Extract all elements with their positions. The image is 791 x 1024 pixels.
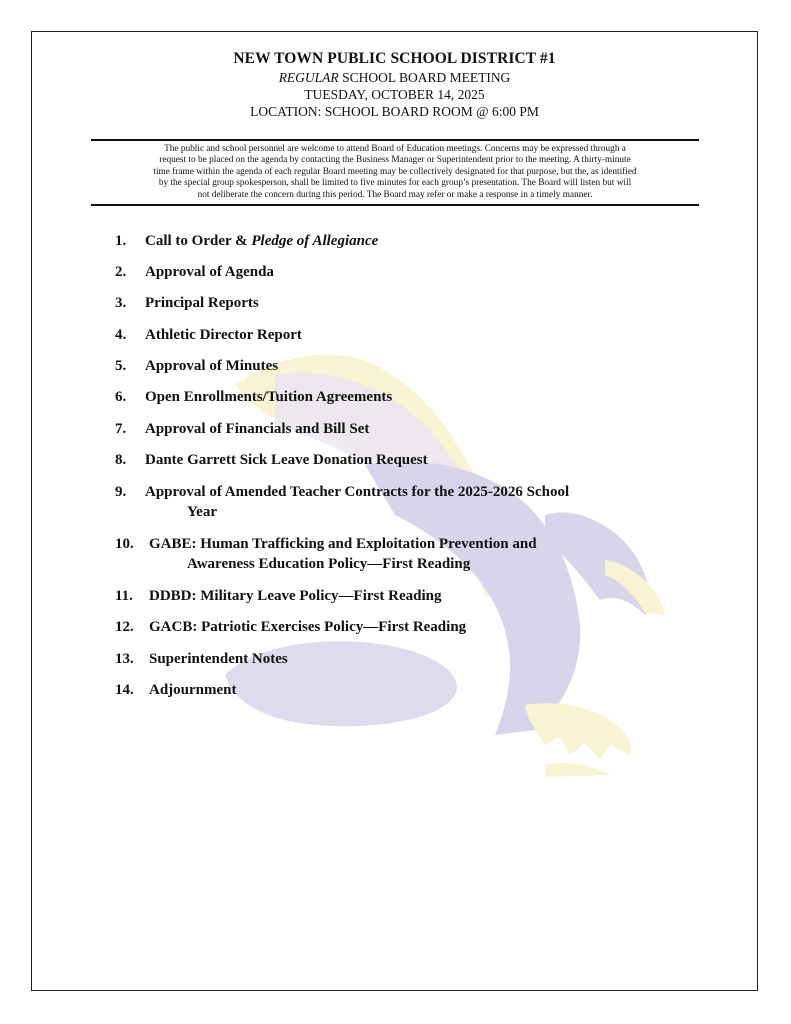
agenda-item [115, 482, 675, 522]
agenda-item [115, 419, 675, 439]
agenda-item [115, 586, 675, 606]
agenda-item-text: GABE: Human Trafficking and Exploitation Prevention and [149, 536, 537, 552]
agenda-item-text: Call to Order & [145, 233, 252, 249]
document-header [31, 49, 758, 120]
agenda-item-text: Superintendent Notes [149, 651, 288, 667]
agenda-item [115, 231, 675, 251]
agenda-item-number: 7. [115, 421, 127, 437]
agenda-item [115, 680, 675, 700]
notice-line: The public and school personnel are welcome to attend Board of Education meetings. Concerns may be expressed through a [164, 144, 626, 154]
agenda-item-text: GACB: Patriotic Exercises Policy—First Reading [149, 619, 467, 635]
agenda-item [115, 617, 675, 637]
agenda-item-number: 3. [115, 295, 127, 311]
meeting-date: TUESDAY, OCTOBER 14, 2025 [304, 87, 485, 102]
agenda-item-text: Approval of Agenda [145, 264, 274, 280]
agenda-item [115, 325, 675, 345]
agenda-item-continuation: Year [187, 504, 217, 520]
agenda-item-text: Approval of Financials and Bill Set [145, 421, 370, 437]
agenda-item-text: Principal Reports [145, 295, 259, 311]
agenda-item-text: Approval of Minutes [145, 358, 279, 374]
agenda-item-number: 2. [115, 264, 127, 280]
agenda-item-text: Open Enrollments/Tuition Agreements [145, 389, 393, 405]
notice-line: time frame within the agenda of each regular Board meeting may be collectively designated for that purpose, but the, as identified [153, 166, 637, 177]
agenda-item [115, 293, 675, 313]
meeting-type [31, 69, 758, 86]
agenda-item-text: Approval of Amended Teacher Contracts for the 2025-2026 School [145, 484, 570, 500]
agenda-item-number: 1. [115, 233, 127, 249]
agenda-item-text: Adjournment [149, 682, 237, 698]
agenda-item-number: 9. [115, 484, 127, 500]
meeting-type-rest: SCHOOL BOARD MEETING [338, 70, 511, 85]
agenda-item-text: Dante Garrett Sick Leave Donation Request [145, 452, 428, 468]
meeting-type-italic: REGULAR [278, 70, 339, 85]
agenda-item [115, 450, 675, 470]
notice-line: not deliberate the concern during this period. The Board may refer or make a response in a timely manner. [197, 189, 593, 200]
agenda-item-italic-text: Pledge of Allegiance [251, 233, 379, 249]
agenda-item-number: 14. [115, 682, 134, 698]
agenda-item-number: 12. [115, 619, 134, 635]
eagle-talons-shape [525, 703, 631, 777]
agenda-item-number: 4. [115, 327, 127, 343]
agenda-item-number: 11. [115, 588, 133, 604]
agenda-item-number: 5. [115, 358, 127, 374]
district-title: NEW TOWN PUBLIC SCHOOL DISTRICT #1 [233, 50, 556, 67]
agenda-item-number: 6. [115, 389, 127, 405]
agenda-item [115, 649, 675, 669]
public-notice [91, 139, 699, 206]
agenda-item [115, 262, 675, 282]
agenda-item [115, 356, 675, 376]
agenda-item-number: 13. [115, 651, 134, 667]
notice-line: by the special group spokesperson, shall be limited to five minutes for each group’s presentation. The Board will listen but will [158, 178, 632, 189]
agenda-item-continuation: Awareness Education Policy—First Reading [187, 556, 471, 572]
agenda-item [115, 534, 675, 574]
agenda-item-text: Athletic Director Report [145, 327, 302, 343]
agenda-item-number: 10. [115, 536, 134, 552]
agenda-item-text: DDBD: Military Leave Policy—First Reading [149, 588, 442, 604]
notice-line: request to be placed on the agenda by contacting the Business Manager or Superintendent prior to the meeting. A thirty-minute [159, 155, 631, 166]
agenda-item [115, 387, 675, 407]
agenda-item-number: 8. [115, 452, 127, 468]
meeting-location: LOCATION: SCHOOL BOARD ROOM @ 6:00 PM [250, 104, 539, 119]
